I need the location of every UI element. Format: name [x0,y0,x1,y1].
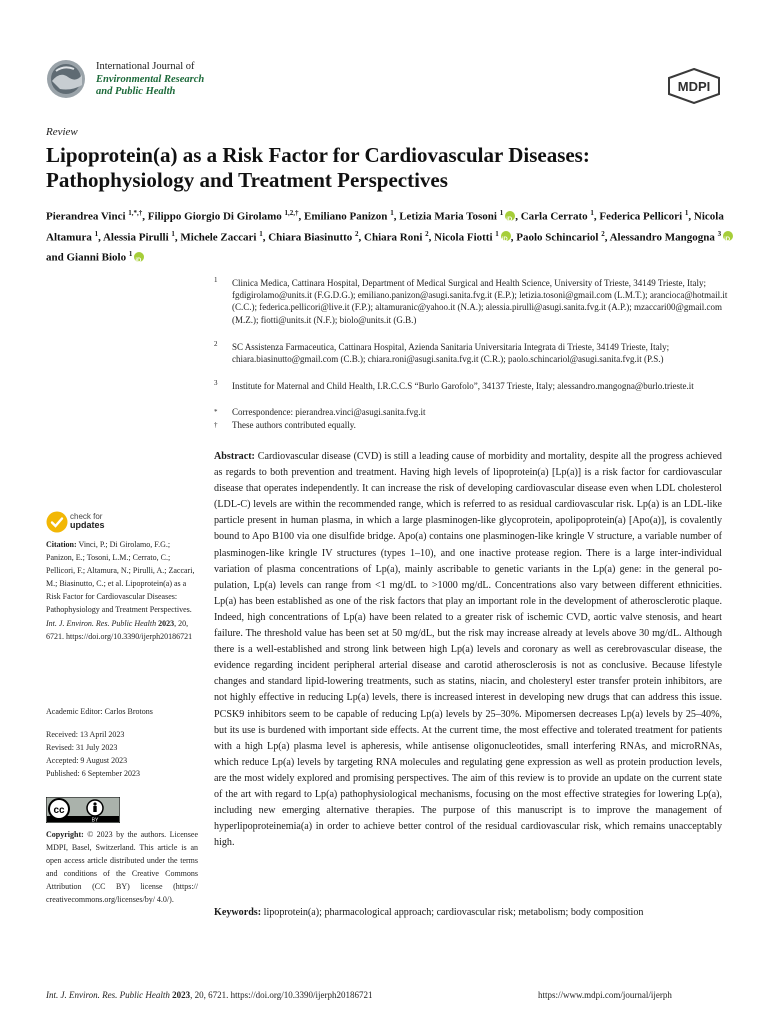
keywords [214,906,722,920]
citation-journal: Int. J. Environ. Res. Public Health [46,618,157,628]
footer-doi[interactable]: , 20, 6721. https://doi.org/10.3390/ijerph20186721 [190,990,373,1000]
footer-journal: Int. J. Environ. Res. Public Health [46,990,170,1000]
mdpi-logo-text: MDPI [677,79,711,94]
cc-by-label: BY [91,817,99,823]
cc-by-license-badge[interactable] [46,797,120,823]
citation-label: Citation: [46,540,77,549]
check-for-updates-button[interactable] [46,511,166,535]
affiliation-3 [214,380,734,392]
check-updates-line2: updates [70,520,105,530]
citation-doi[interactable]: , 20, 6721. https://doi.org/10.3390/ijerph20186721 [46,618,193,641]
affiliation-text: Clinica Medica, Cattinara Hospital, Department of Medical Surgical and Health Science, University of Trieste, 34149 Trieste, Italy; fgdigirolamo@units.it (F.G.D.G.); emiliano.panizon@asugi.sanita.fvg.it (E.P.); letizia.tosoni@gmail.com (L.M.T.); arancioca@hotmail.it (C.C.); federica.pellicori@live.it (F.P.); altamuranic@yahoo.it (N.A.); alessia.pirulli@asugi.sanita.fvg.it (A.P.); mzaccari00@gmail.com (M.Z.); fiotti@units.it (N.F.); biolo@units.it (G.B.) [232,278,728,325]
affiliation-number: * [214,408,218,416]
affiliation-number: † [214,421,218,429]
correspondence [214,406,734,418]
journal-logo-icon [46,59,86,99]
correspondence-text: Correspondence: pierandrea.vinci@asugi.sanita.fvg.it [232,407,426,417]
footer-year: 2023 [172,990,191,1000]
keywords-text: lipoprotein(a); pharmacological approach; cardiovascular risk; metabolism; body composition [263,907,644,918]
copyright-label: Copyright: [46,830,84,839]
equal-contribution-text: These authors contributed equally. [232,420,356,430]
orcid-icon[interactable] [723,231,733,241]
article-type: Review [46,126,78,138]
affiliation-number: 1 [214,276,218,284]
svg-text:cc: cc [53,805,65,816]
orcid-icon[interactable] [134,252,144,262]
journal-name [96,61,204,99]
journal-name-line1: International Journal of [96,61,195,72]
author-list: Pierandrea Vinci $^{1,*,\dagger}$, Filippo Giorgio Di Girolamo $^{1,2,\dagger}$, Emiliano Panizon $^1$, Letizia Maria Tosoni $^1$iD , Carla Cerrato $^1$, Federica Pellicori $^1$, Nicola Altamura $^1$, Alessia Pirulli $^1$, Michele Zaccari $^1$, Chiara Biasinutto $^2$, Chiara Roni $^2$, Nicola Fiotti $^1$iD , Paolo Schincariol $^2$, Alessandro Mangogna $^3$iD and Gianni Biolo $^1$iD [46,205,736,267]
footer-citation [46,990,372,1000]
abstract-text: Cardiovascular disease (CVD) is still a leading cause of morbidity and mortality, despite all the progress achieved as regards to both prevention and treatment. Having high levels of lipoprotein(a) [Lp(a)] is a risk factor for cardiovascular disease that operates independently. It can increase the risk of developing cardiovascular disease even when LDL cholesterol (LDL-C) levels are within the recommended range, which is referred to as residual cardiovascular risk. Lp(a) is an LDL-like particle present in human plasma, in which a large plasminogen-like glycoprotein, apolipoprotein(a) [Apo(a)], is covalently bound to Apo B100 via one disulfide bridge. Apo(a) contains one plasminogen-like kringle V structure, a variable number of plasminogen-like kringle IV structures (types 1–10), and one inactive protease region. There is a large inter-individual variation of plasma concentrations of Lp(a), mainly ascribable to genetic variants in the Lp(a) gene: in the general po-pulation, Lp(a) levels can range from <1 mg/dL to >1000 mg/dL. Concentrations also vary between different ethnicities. Lp(a) has been established as one of the risk factors that play an important role in the development of atherosclerotic plaque. Indeed, high concentrations of Lp(a) have been related to a greater risk of ischemic CVD, aortic valve stenosis, and heart failure. The threshold value has been set at 50 mg/dL, but the risk may increase already at levels above 30 mg/dL. Although there is a well-established and strong link between high Lp(a) levels and coronary as well as cerebrovascular disease, the evidence regarding incident peripheral arterial disease and carotid atherosclerosis is not as conclusive. Because lifestyle changes and standard lipid-lowering treatments, such as statins, niacin, and cholesteryl ester transfer protein inhibitors, are not highly effective in reducing Lp(a) levels, there is increased interest in developing new drugs that can address this issue. PCSK9 inhibitors seem to be capable of reducing Lp(a) levels by 25–30%. Mipomersen decreases Lp(a) levels by 25–40%, but its use is burdened with important side effects. At the current time, the most effective and tolerated treatment for patients with a high Lp(a) plasma level is apheresis, while antisense oligonucleotides, small interfering RNAs, and microRNAs, which reduce Lp(a) levels by targeting RNA molecules and regulating gene expression as well as protein production levels, are the most widely explored and promising perspectives. The aim of this review is to provide an update on the current state of the art with regard to Lp(a) pathophysiological mechanisms, focusing on the most effective strategies for lowering Lp(a), including new emerging alternative therapies. The purpose of this manuscript is to improve the management of hyperlipoproteinemia(a) in order to achieve better control of the residual cardiovascular risk, which remains unacceptably high. [214,451,722,849]
check-updates-icon [46,511,68,533]
equal-contribution-note [214,419,734,431]
footer-journal-url[interactable]: https://www.mdpi.com/journal/ijerph [538,990,672,1000]
journal-name-line3: and Public Health [96,86,176,97]
orcid-icon[interactable] [505,211,515,221]
citation-block [46,538,198,643]
journal-name-line2: Environmental Research [96,73,205,85]
affiliation-number: 2 [214,340,218,348]
copyright-block [46,828,198,907]
orcid-icon[interactable] [501,231,511,241]
revised-date: Revised: 31 July 2023 [46,743,118,753]
check-updates-line1: check for [70,512,103,521]
accepted-date: Accepted: 9 August 2023 [46,756,128,766]
affiliation-text: Institute for Maternal and Child Health, I.R.C.C.S “Burlo Garofolo”, 34137 Trieste, Italy; alessandro.mangogna@burlo.trieste.it [232,381,694,391]
dates-block [46,728,198,780]
published-date: Published: 6 September 2023 [46,769,140,779]
article-title: Lipoprotein(a) as a Risk Factor for Cardiovascular Diseases: Pathophysiology and Treatment Perspectives [46,143,590,192]
affiliation-2 [214,341,734,365]
copyright-text: © 2023 by the authors. Licensee MDPI, Basel, Switzerland. This article is an open access article distributed under the terms and conditions of the Creative Commons Attribution (CC BY) license (https:// creativecommons.org/licenses/by/ 4.0/). [46,830,199,905]
academic-editor: Academic Editor: Carlos Brotons [46,707,153,716]
abstract [214,449,722,851]
received-date: Received: 13 April 2023 [46,730,125,739]
keywords-label: Keywords: [214,907,262,918]
affiliation-1 [214,277,734,326]
citation-year: 2023 [158,618,175,628]
citation-text: Vinci, P.; Di Girolamo, F.G.; Panizon, E.; Tosoni, L.M.; Cerrato, C.; Pellicori, F.; Altamura, N.; Pirulli, A.; Zaccari, M.; Biasinutto, C.; et al. Lipoprotein(a) as a Risk Factor for Cardiovascular Diseases: Pathophysiology and Treatment Perspectives. [46,540,195,615]
abstract-label: Abstract: [214,451,255,462]
mdpi-logo [667,68,721,104]
affiliation-text: SC Assistenza Farmaceutica, Cattinara Hospital, Azienda Sanitaria Universitaria Integrata di Trieste, 34149 Trieste, Italy; chiara.biasinutto@gmail.com (C.B.); chiara.roni@asugi.sanita.fvg.it (C.R.); paolo.schincariol@asugi.sanita.fvg.it (P.S.) [232,342,670,365]
affiliation-number: 3 [214,379,218,387]
